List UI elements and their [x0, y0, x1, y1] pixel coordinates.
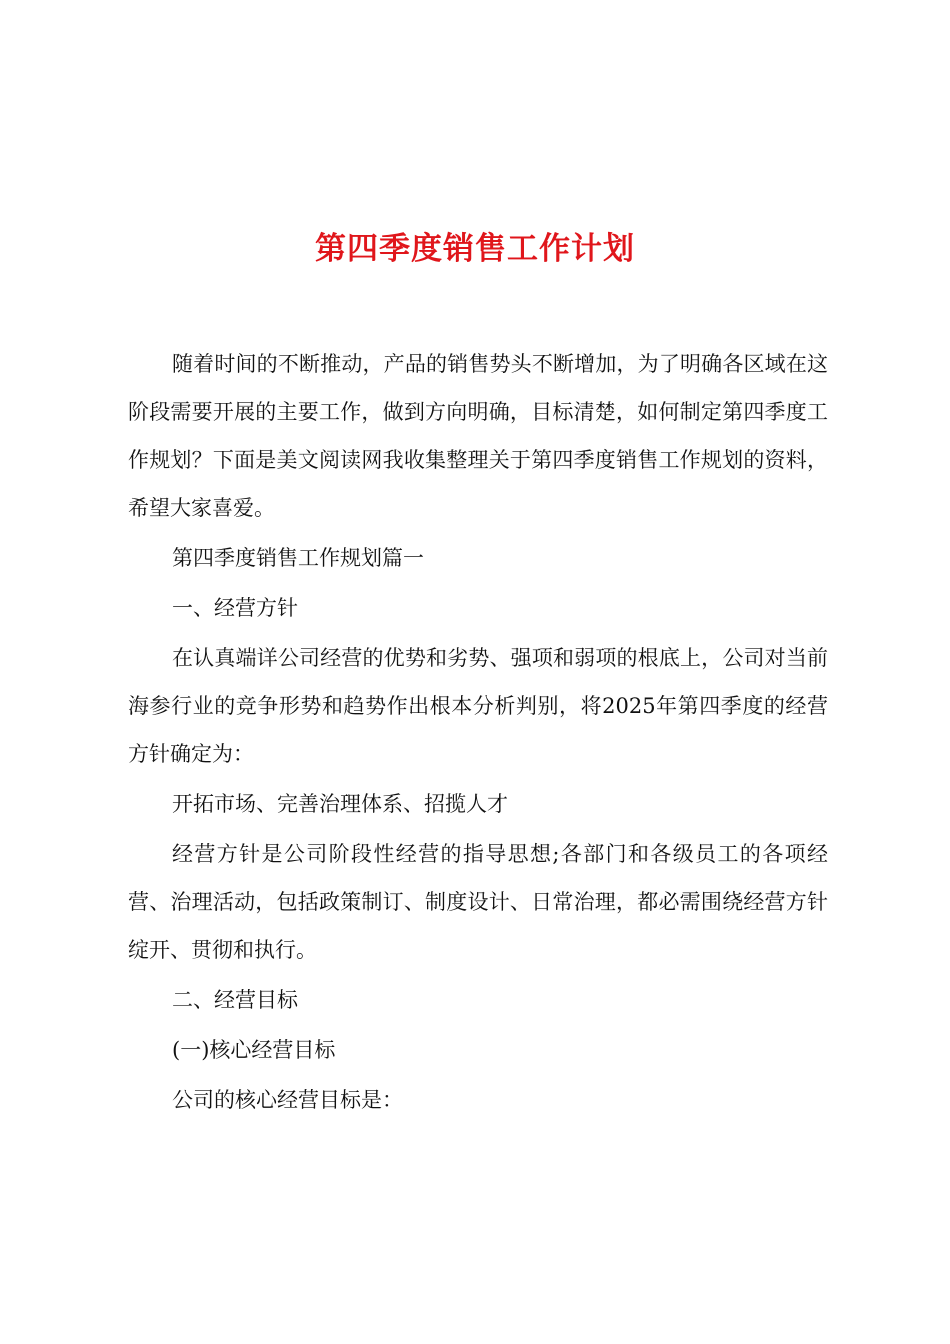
core-goals-lead: 公司的核心经营目标是：	[172, 1088, 403, 1112]
section-heading-plan-one: 第四季度销售工作规划篇一	[172, 546, 424, 570]
policy-statement: 开拓市场、完善治理体系、招揽人才	[172, 792, 508, 816]
section-heading-policy: 一、经营方针	[172, 596, 298, 620]
document-body	[128, 340, 828, 1124]
policy-explanation-paragraph: 经营方针是公司阶段性经营的指导思想;各部门和各级员工的各项经营、治理活动，包括政策制订、制度设计、日常治理，都必需围绕经营方针绽开、贯彻和执行。	[128, 842, 828, 962]
policy-paragraph: 在认真端详公司经营的优势和劣势、强项和弱项的根底上，公司对当前海参行业的竞争形势和趋势作出根本分析判别，将2025年第四季度的经营方针确定为：	[128, 646, 828, 766]
subsection-heading-core-goals: (一)核心经营目标	[172, 1038, 336, 1062]
document-title: 第四季度销售工作计划	[315, 230, 635, 267]
intro-paragraph: 随着时间的不断推动，产品的销售势头不断增加，为了明确各区域在这阶段需要开展的主要工作，做到方向明确，目标清楚，如何制定第四季度工作规划？下面是美文阅读网我收集整理关于第四季度销售工作规划的资料，希望大家喜爱。	[128, 352, 828, 520]
section-heading-goals: 二、经营目标	[172, 988, 298, 1012]
